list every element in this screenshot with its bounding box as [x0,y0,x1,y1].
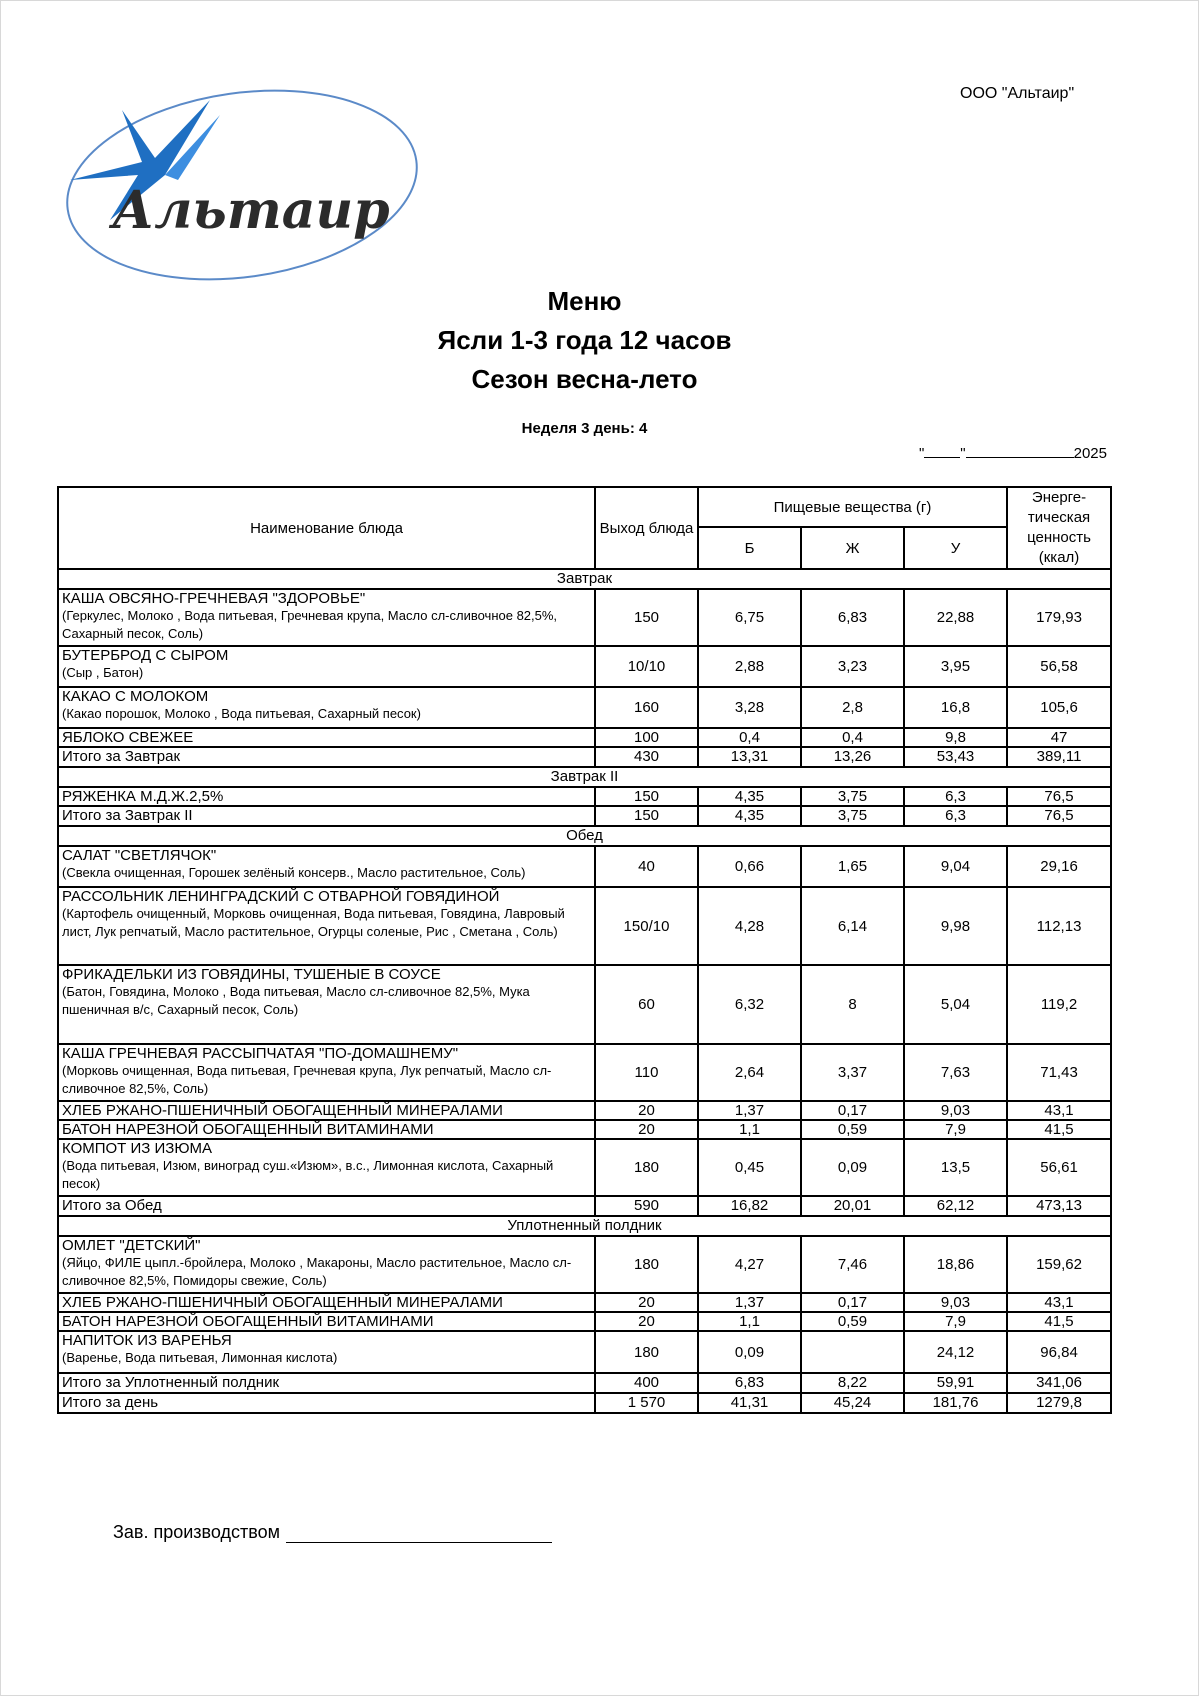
dish-ingredients: (Картофель очищенный, Морковь очищенная, Вода питьевая, Говядина, Лавровый лист, Лук репчатый, Масло растительное, Огурцы соленые, Рис , Сметана , Соль) [62,906,565,939]
section-title: Уплотненный полдник [58,1216,1111,1236]
carbs-cell: 7,9 [904,1120,1007,1139]
energy-cell: 159,62 [1007,1236,1111,1293]
protein-cell: 2,88 [698,646,801,687]
fat-cell: 0,59 [801,1120,904,1139]
total-protein: 13,31 [698,747,801,767]
carbs-cell: 9,98 [904,887,1007,965]
total-carbs: 6,3 [904,806,1007,826]
dish-ingredients: (Вода питьевая, Изюм, виноград суш.«Изюм», в.с., Лимонная кислота, Сахарный песок) [62,1158,554,1191]
energy-cell: 96,84 [1007,1331,1111,1373]
table-row [58,687,1111,728]
protein-cell: 3,28 [698,687,801,728]
yield-cell: 20 [595,1120,698,1139]
signature-block [113,1522,552,1543]
table-row [58,1101,1111,1120]
dish-cell [58,1101,595,1120]
carbs-cell: 3,95 [904,646,1007,687]
header-yield: Выход блюда [595,487,698,569]
section-total-row [58,1196,1111,1216]
day-total-protein: 41,31 [698,1393,801,1413]
dish-cell [58,687,595,728]
page-title [0,282,1169,399]
total-fat: 3,75 [801,806,904,826]
protein-cell: 1,1 [698,1312,801,1331]
fat-cell: 7,46 [801,1236,904,1293]
yield-cell: 110 [595,1044,698,1101]
carbs-cell: 9,03 [904,1101,1007,1120]
fat-cell: 3,75 [801,787,904,806]
carbs-cell: 6,3 [904,787,1007,806]
total-yield: 430 [595,747,698,767]
yield-cell: 10/10 [595,646,698,687]
section-total-row [58,747,1111,767]
total-yield: 400 [595,1373,698,1393]
total-label: Итого за Обед [58,1196,595,1216]
carbs-cell: 9,04 [904,846,1007,887]
total-fat: 8,22 [801,1373,904,1393]
fat-cell: 3,37 [801,1044,904,1101]
table-row [58,1044,1111,1101]
section-header-row [58,767,1111,787]
dish-name: БУТЕРБРОД С СЫРОМ [62,647,229,664]
dish-cell [58,887,595,965]
fat-cell: 8 [801,965,904,1044]
table-row [58,787,1111,806]
signature-label: Зав. производством [113,1522,280,1542]
table-row [58,728,1111,747]
protein-cell: 1,37 [698,1293,801,1312]
protein-cell: 6,75 [698,589,801,646]
yield-cell: 160 [595,687,698,728]
section-title: Завтрак [58,569,1111,589]
dish-name: НАПИТОК ИЗ ВАРЕНЬЯ [62,1332,232,1349]
dish-cell [58,728,595,747]
section-title: Завтрак II [58,767,1111,787]
fat-cell: 6,83 [801,589,904,646]
day-total-fat: 45,24 [801,1393,904,1413]
dish-ingredients: (Какао порошок, Молоко , Вода питьевая, Сахарный песок) [62,706,421,721]
header-energy: Энерге-тическая ценность (ккал) [1007,487,1111,569]
dish-cell [58,646,595,687]
protein-cell: 0,09 [698,1331,801,1373]
total-carbs: 53,43 [904,747,1007,767]
protein-cell: 4,28 [698,887,801,965]
dish-name: КОМПОТ ИЗ ИЗЮМА [62,1140,213,1157]
table-row [58,1120,1111,1139]
dish-name: ОМЛЕТ "ДЕТСКИЙ" [62,1237,201,1254]
yield-cell: 150 [595,787,698,806]
yield-cell: 180 [595,1236,698,1293]
carbs-cell: 7,9 [904,1312,1007,1331]
fat-cell: 0,4 [801,728,904,747]
energy-cell: 47 [1007,728,1111,747]
table-row [58,887,1111,965]
header-protein: Б [698,527,801,569]
yield-cell: 150/10 [595,887,698,965]
yield-cell: 20 [595,1293,698,1312]
total-label: Итого за Завтрак II [58,806,595,826]
company-name: ООО "Альтаир" [960,85,1075,102]
total-energy: 473,13 [1007,1196,1111,1216]
table-row [58,1312,1111,1331]
section-total-row [58,806,1111,826]
dish-name: БАТОН НАРЕЗНОЙ ОБОГАЩЕННЫЙ ВИТАМИНАМИ [62,1313,434,1330]
energy-cell: 112,13 [1007,887,1111,965]
dish-cell [58,1120,595,1139]
day-total-row [58,1393,1111,1413]
fat-cell: 3,23 [801,646,904,687]
dish-name: КАКАО С МОЛОКОМ [62,688,209,705]
dish-name: РАССОЛЬНИК ЛЕНИНГРАДСКИЙ С ОТВАРНОЙ ГОВЯДИНОЙ [62,888,500,905]
date-day-blank [924,444,960,458]
dish-cell [58,1236,595,1293]
dish-cell [58,1139,595,1196]
protein-cell: 1,37 [698,1101,801,1120]
yield-cell: 180 [595,1331,698,1373]
table-row [58,1236,1111,1293]
yield-cell: 40 [595,846,698,887]
title-menu: Меню [547,286,622,316]
day-total-carbs: 181,76 [904,1393,1007,1413]
carbs-cell: 7,63 [904,1044,1007,1101]
carbs-cell: 16,8 [904,687,1007,728]
dish-name: ФРИКАДЕЛЬКИ ИЗ ГОВЯДИНЫ, ТУШЕНЫЕ В СОУСЕ [62,966,441,983]
date-year: 2025 [1073,445,1107,462]
date-line: " " 2025 [918,445,1107,462]
fat-cell: 0,17 [801,1293,904,1312]
dish-name: КАША ГРЕЧНЕВАЯ РАССЫПЧАТАЯ "ПО-ДОМАШНЕМУ" [62,1045,459,1062]
dish-ingredients: (Варенье, Вода питьевая, Лимонная кислота) [62,1350,338,1365]
dish-cell [58,1293,595,1312]
energy-cell: 105,6 [1007,687,1111,728]
total-yield: 590 [595,1196,698,1216]
dish-name: ХЛЕБ РЖАНО-ПШЕНИЧНЫЙ ОБОГАЩЕННЫЙ МИНЕРАЛАМИ [62,1294,503,1311]
yield-cell: 20 [595,1101,698,1120]
header-fat: Ж [801,527,904,569]
fat-cell [801,1331,904,1373]
energy-cell: 29,16 [1007,846,1111,887]
dish-name: РЯЖЕНКА М.Д.Ж.2,5% [62,788,224,805]
energy-cell: 56,58 [1007,646,1111,687]
dish-cell [58,1044,595,1101]
protein-cell: 0,66 [698,846,801,887]
dish-name: САЛАТ "СВЕТЛЯЧОК" [62,847,217,864]
total-energy: 76,5 [1007,806,1111,826]
fat-cell: 0,09 [801,1139,904,1196]
energy-cell: 41,5 [1007,1120,1111,1139]
date-month-blank [966,444,1074,458]
table-row [58,1331,1111,1373]
total-yield: 150 [595,806,698,826]
dish-name: БАТОН НАРЕЗНОЙ ОБОГАЩЕННЫЙ ВИТАМИНАМИ [62,1121,434,1138]
table-row [58,965,1111,1044]
altair-logo [60,80,420,290]
dish-ingredients: (Свекла очищенная, Горошек зелёный консерв., Масло растительное, Соль) [62,865,526,880]
dish-ingredients: (Яйцо, ФИЛЕ цыпл.-бройлера, Молоко , Макароны, Масло растительное, Масло сл-сливочное 82,5%, Помидоры свежие, Соль) [62,1255,572,1288]
protein-cell: 4,27 [698,1236,801,1293]
dish-cell [58,589,595,646]
protein-cell: 2,64 [698,1044,801,1101]
fat-cell: 6,14 [801,887,904,965]
carbs-cell: 24,12 [904,1331,1007,1373]
table-row [58,1139,1111,1196]
dish-cell [58,846,595,887]
signature-line [286,1524,552,1543]
total-protein: 6,83 [698,1373,801,1393]
carbs-cell: 13,5 [904,1139,1007,1196]
energy-cell: 43,1 [1007,1293,1111,1312]
fat-cell: 2,8 [801,687,904,728]
table-row [58,646,1111,687]
energy-cell: 43,1 [1007,1101,1111,1120]
carbs-cell: 5,04 [904,965,1007,1044]
dish-name: КАША ОВСЯНО-ГРЕЧНЕВАЯ "ЗДОРОВЬЕ" [62,590,366,607]
table-row [58,1293,1111,1312]
dish-ingredients: (Сыр , Батон) [62,665,144,680]
title-season: Сезон весна-лето [471,364,698,394]
dish-ingredients: (Батон, Говядина, Молоко , Вода питьевая, Масло сл-сливочное 82,5%, Мука пшеничная в/с, Сахарный песок, Соль) [62,984,530,1017]
total-protein: 4,35 [698,806,801,826]
protein-cell: 0,4 [698,728,801,747]
section-total-row [58,1373,1111,1393]
protein-cell: 1,1 [698,1120,801,1139]
table-row [58,846,1111,887]
total-energy: 389,11 [1007,747,1111,767]
section-header-row [58,569,1111,589]
menu-body [58,569,1111,1413]
week-day: Неделя 3 день: 4 [521,420,648,437]
protein-cell: 0,45 [698,1139,801,1196]
yield-cell: 150 [595,589,698,646]
day-total-yield: 1 570 [595,1393,698,1413]
total-energy: 341,06 [1007,1373,1111,1393]
header-nutrients: Пищевые вещества (г) [698,487,1007,527]
section-title: Обед [58,826,1111,846]
fat-cell: 0,17 [801,1101,904,1120]
fat-cell: 0,59 [801,1312,904,1331]
fat-cell: 1,65 [801,846,904,887]
total-carbs: 59,91 [904,1373,1007,1393]
title-group: Ясли 1-3 года 12 часов [437,325,732,355]
total-fat: 13,26 [801,747,904,767]
header-dish-name: Наименование блюда [58,487,595,569]
total-label: Итого за Уплотненный полдник [58,1373,595,1393]
section-header-row [58,826,1111,846]
header-carbs: У [904,527,1007,569]
protein-cell: 4,35 [698,787,801,806]
protein-cell: 6,32 [698,965,801,1044]
dish-cell [58,965,595,1044]
dish-ingredients: (Геркулес, Молоко , Вода питьевая, Гречневая крупа, Масло сл-сливочное 82,5%, Сахарный песок, Соль) [62,608,558,641]
energy-cell: 56,61 [1007,1139,1111,1196]
yield-cell: 20 [595,1312,698,1331]
dish-cell [58,1331,595,1373]
energy-cell: 179,93 [1007,589,1111,646]
dish-name: ЯБЛОКО СВЕЖЕЕ [62,729,194,746]
total-protein: 16,82 [698,1196,801,1216]
dish-cell [58,787,595,806]
energy-cell: 71,43 [1007,1044,1111,1101]
yield-cell: 60 [595,965,698,1044]
table-row [58,589,1111,646]
energy-cell: 119,2 [1007,965,1111,1044]
logo-text: Альтаир [112,180,390,241]
day-total-energy: 1279,8 [1007,1393,1111,1413]
yield-cell: 180 [595,1139,698,1196]
yield-cell: 100 [595,728,698,747]
dish-ingredients: (Морковь очищенная, Вода питьевая, Гречневая крупа, Лук репчатый, Масло сл-сливочное 82,5%, Соль) [62,1063,552,1096]
carbs-cell: 22,88 [904,589,1007,646]
dish-name: ХЛЕБ РЖАНО-ПШЕНИЧНЫЙ ОБОГАЩЕННЫЙ МИНЕРАЛАМИ [62,1102,503,1119]
day-total-label: Итого за день [58,1393,595,1413]
dish-cell [58,1312,595,1331]
energy-cell: 41,5 [1007,1312,1111,1331]
section-header-row [58,1216,1111,1236]
carbs-cell: 18,86 [904,1236,1007,1293]
menu-table [57,486,1112,1414]
total-fat: 20,01 [801,1196,904,1216]
total-label: Итого за Завтрак [58,747,595,767]
carbs-cell: 9,8 [904,728,1007,747]
carbs-cell: 9,03 [904,1293,1007,1312]
energy-cell: 76,5 [1007,787,1111,806]
total-carbs: 62,12 [904,1196,1007,1216]
